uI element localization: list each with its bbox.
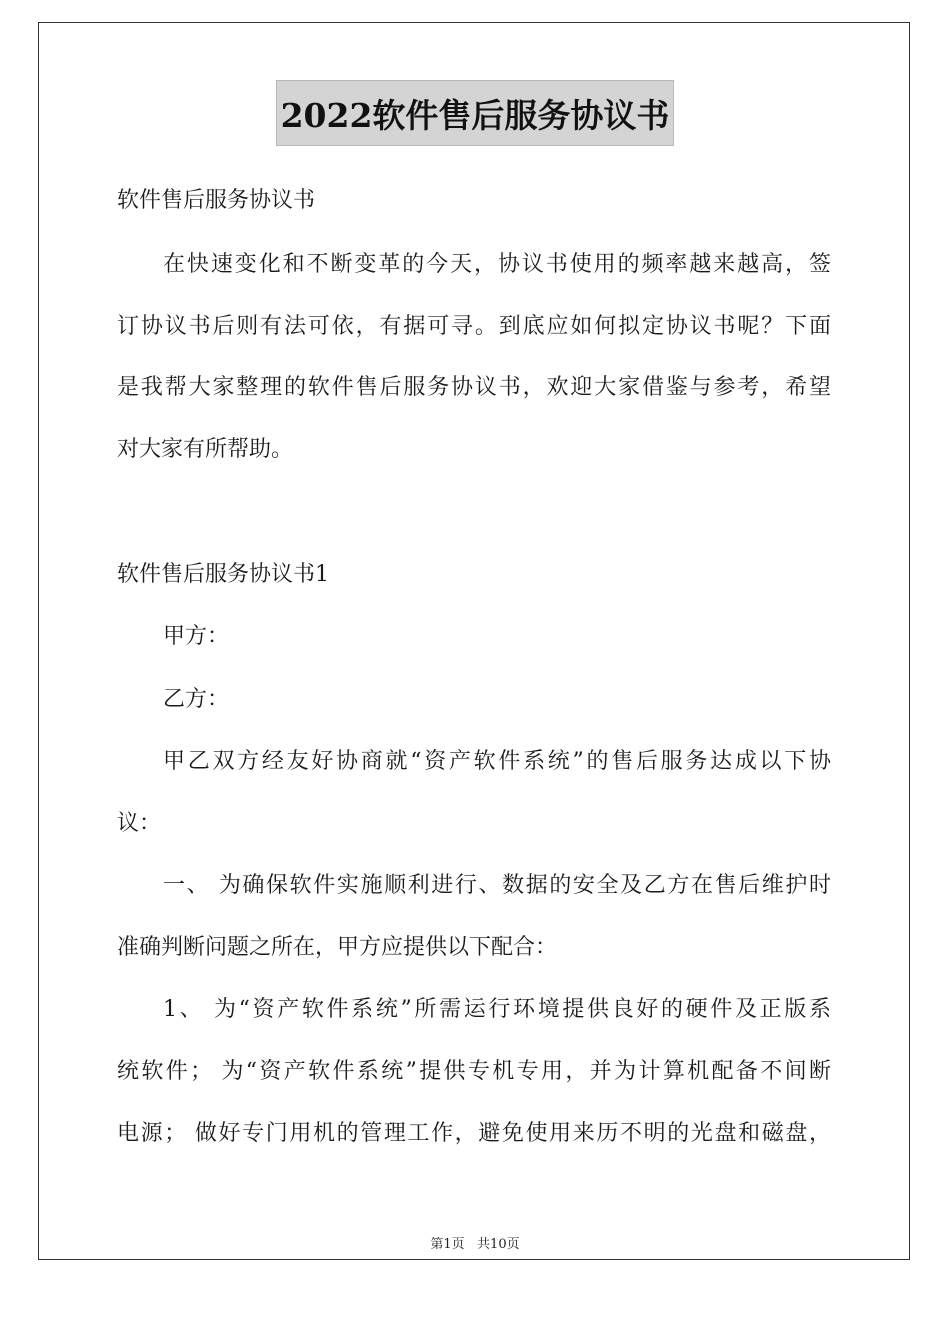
section-heading: 软件售后服务协议书1 (117, 562, 329, 587)
page-number: 第1页 共10页 (430, 1237, 520, 1252)
section-heading: 软件售后服务协议书 (117, 188, 316, 213)
paragraph-line: 准确判断问题之所在，甲方应提供以下配合： (117, 935, 558, 960)
party-b-label: 乙方： (163, 687, 230, 712)
paragraph-line: 订协议书后则有法可依，有据可寻。到底应如何拟定协议书呢？下面 (117, 314, 831, 339)
paragraph-line: 甲乙双方经友好协商就“资产软件系统”的售后服务达成以下协 (163, 749, 831, 774)
paragraph-line: 是我帮大家整理的软件售后服务协议书，欢迎大家借鉴与参考，希望 (117, 375, 831, 400)
paragraph-line: 电源； 做好专门用机的管理工作，避免使用来历不明的光盘和磁盘， (117, 1121, 831, 1146)
party-a-label: 甲方： (163, 624, 230, 649)
document-title: 2022软件售后服务协议书 (280, 95, 670, 135)
paragraph-line: 对大家有所帮助。 (117, 437, 294, 462)
paragraph-line: 1、 为“资产软件系统”所需运行环境提供良好的硬件及正版系 (163, 997, 831, 1022)
title-banner (276, 80, 674, 146)
paragraph-line: 一、 为确保软件实施顺利进行、数据的安全及乙方在售后维护时 (163, 873, 831, 898)
paragraph-line: 在快速变化和不断变革的今天，协议书使用的频率越来越高，签 (163, 252, 831, 277)
paragraph-line: 统软件； 为“资产软件系统”提供专机专用，并为计算机配备不间断 (117, 1059, 831, 1084)
paragraph-line: 议： (117, 811, 162, 836)
